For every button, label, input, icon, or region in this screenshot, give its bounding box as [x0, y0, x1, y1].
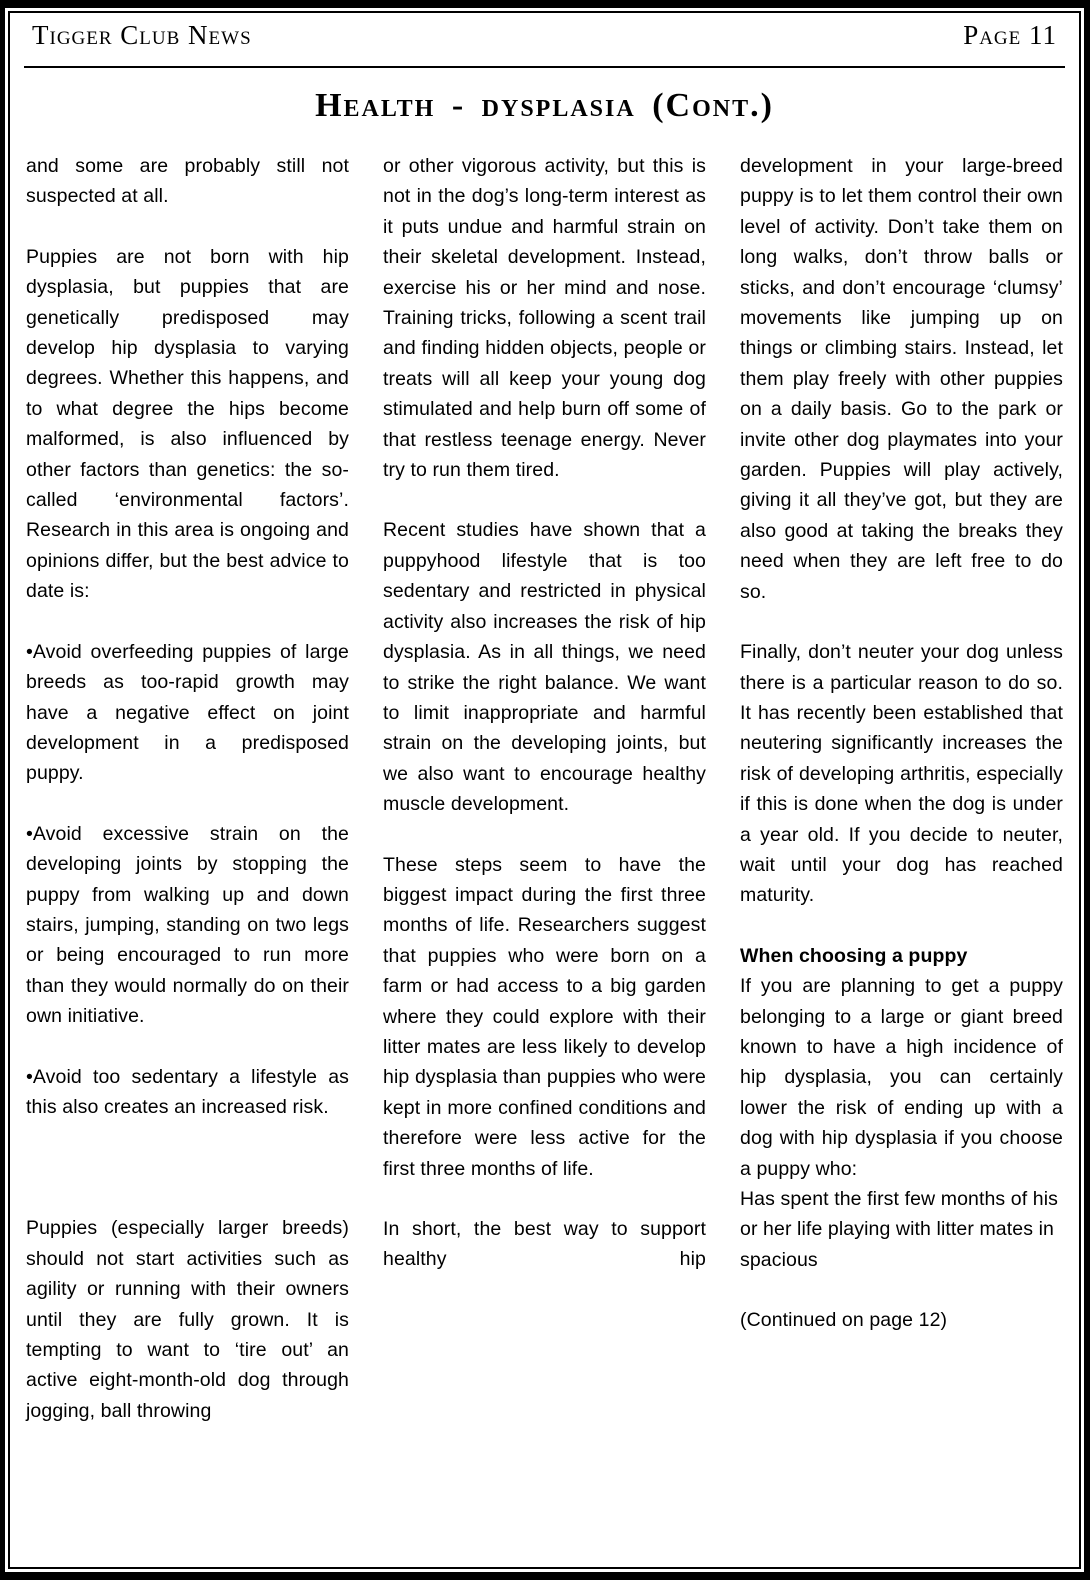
paragraph: Puppies are not born with hip dysplasia, but puppies that are genetically predisposed may develop hip dysplasia to varying degrees. Whether this happens, and to what degree the hips become malformed, is also influenced by other factors than genetics: the so-called ‘environmental factors’. Research in this area is ongoing and opinions differ, but the best advice to date is:: [26, 245, 349, 603]
masthead: [22, 18, 1067, 52]
bullet-paragraph: •Avoid too sedentary a lifestyle as this also creates an increased risk.: [26, 1065, 349, 1118]
column-2: [383, 151, 706, 1456]
paragraph: Puppies (especially larger breeds) should not start activities such as agility or running with their owners until they are fully grown. It is tempting to want to ‘tire out’ an active eight-month-old dog through jogging, ball throwing: [26, 1217, 349, 1422]
page-number: Page 11: [963, 20, 1057, 50]
paragraph: These steps seem to have the biggest impact during the first three months of life. Researchers suggest that puppies who were born on a farm or had access to a big garden where they could explore with their litter mates are less likely to develop hip dysplasia than puppies who were kept in more confined conditions and therefore were less active for the first three months of life.: [383, 853, 706, 1180]
section-heading: When choosing a puppy: [740, 944, 968, 967]
article-columns: [22, 151, 1067, 1456]
page-content: [5, 8, 1084, 1572]
column-1: [26, 151, 349, 1456]
paragraph: Recent studies have shown that a puppyhood lifestyle that is too sedentary and restricted in physical activity also increases the risk of hip dysplasia. As in all things, we need to strike the right balance. We want to limit inappropriate and harmful strain on the developing joints, but we also want to encourage healthy muscle development.: [383, 519, 706, 816]
article-title: Health - dysplasia (Cont.): [315, 87, 774, 124]
continuation-note: (Continued on page 12): [740, 1309, 948, 1332]
bullet-paragraph: •Avoid overfeeding puppies of large breeds as too-rapid growth may have a negative effect on joint development in a predisposed puppy.: [26, 640, 349, 785]
paragraph: or other vigorous activity, but this is not in the dog’s long-term interest as it puts undue and harmful strain on their skeletal development. Instead, exercise his or her mind and nose. Training tricks, following a scent trail and finding hidden objects, people or treats will all keep your young dog stimulated and help burn off some of that restless teenage energy. Never try to run them tired.: [383, 155, 706, 482]
paragraph: Has spent the first few months of his or her life playing with litter mates in spacious: [740, 1188, 1059, 1271]
paragraph: Finally, don’t neuter your dog unless there is a particular reason to do so. It has recently been established that neutering significantly increases the risk of developing arthritis, especially if this is done when the dog is under a year old. If you decide to neuter, wait until your dog has reached maturity.: [740, 641, 1063, 907]
paragraph: and some are probably still not suspected at all.: [26, 155, 349, 208]
paragraph: development in your large-breed puppy is to let them control their own level of activity. Don’t take them on long walks, don’t throw balls or sticks, and don’t encourage ‘clumsy’ movements like jumping up on things or climbing stairs. Instead, let them play freely with other puppies on a daily basis. Go to the park or invite other dog playmates into your garden. Puppies will play actively, giving it all they’ve got, but they are also good at taking the breaks they need when they are left free to do so.: [740, 155, 1063, 603]
paragraph: In short, the best way to support healthy hip: [383, 1218, 706, 1271]
newsletter-brand: Tigger Club News: [32, 20, 252, 50]
column-3: [740, 151, 1063, 1456]
bullet-paragraph: •Avoid excessive strain on the developing joints by stopping the puppy from walking up and down stairs, jumping, standing on two legs or being encouraged to run more than they would normally do on their own initiative.: [26, 822, 349, 1028]
paragraph: If you are planning to get a puppy belonging to a large or giant breed known to have a high incidence of hip dysplasia, you can certainly lower the risk of ending up with a dog with hip dysplasia if you choose a puppy who:: [740, 975, 1063, 1180]
header-rule: [24, 66, 1065, 68]
